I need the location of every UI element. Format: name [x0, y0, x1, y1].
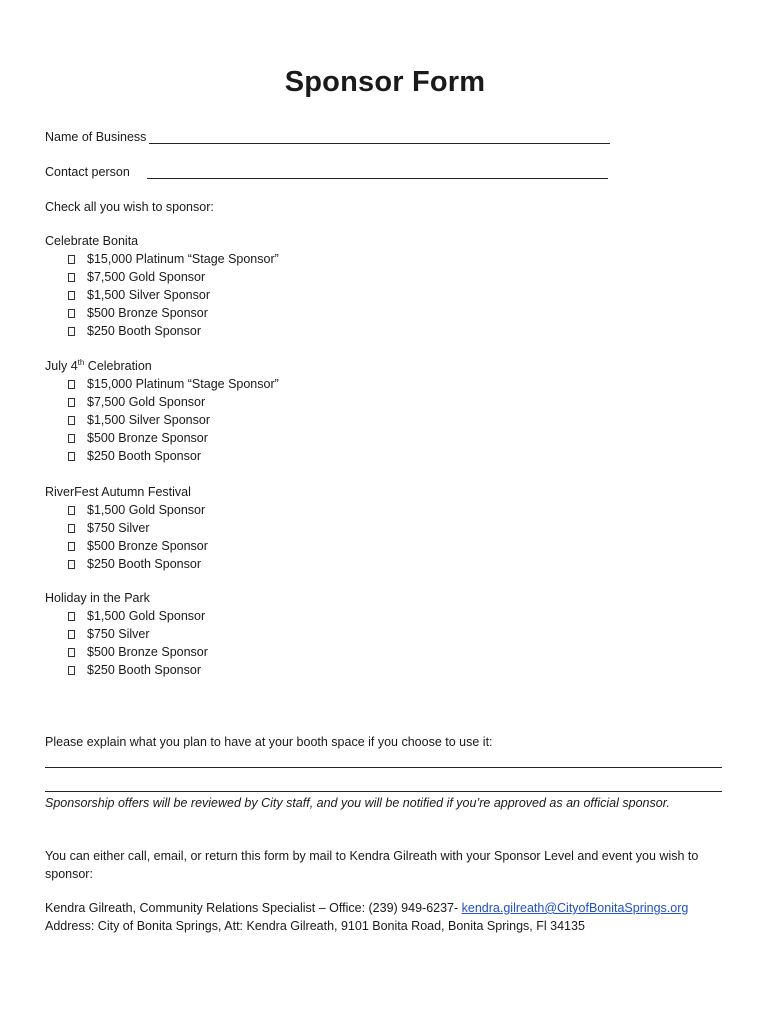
booth-answer-line-2[interactable]	[45, 791, 722, 792]
option-row[interactable]	[68, 556, 201, 572]
option-row[interactable]	[68, 412, 210, 428]
contact-person-field[interactable]	[147, 178, 608, 179]
business-name-label: Name of Business	[45, 130, 147, 144]
contact-person-row	[45, 164, 130, 180]
review-note: Sponsorship offers will be reviewed by City staff, and you will be notified if you’re approved as an official sponsor.	[45, 796, 670, 810]
option-row[interactable]	[68, 430, 208, 446]
checkbox[interactable]	[68, 309, 75, 318]
checkbox[interactable]	[68, 612, 75, 621]
contact-person-label: Contact person	[45, 165, 130, 179]
contact-email-link[interactable]: kendra.gilreath@CityofBonitaSprings.org	[461, 901, 689, 915]
option-label: $750 Silver	[87, 627, 150, 641]
booth-answer-line-1[interactable]	[45, 767, 722, 768]
option-label: $500 Bronze Sponsor	[87, 306, 208, 320]
option-label: $250 Booth Sponsor	[87, 557, 201, 571]
option-row[interactable]	[68, 626, 150, 642]
booth-question: Please explain what you plan to have at your booth space if you choose to use it:	[45, 735, 493, 749]
option-label: $1,500 Gold Sponsor	[87, 609, 206, 623]
checkbox[interactable]	[68, 291, 75, 300]
checkbox[interactable]	[68, 398, 75, 407]
event-heading-celebrate-bonita: Celebrate Bonita	[45, 234, 139, 248]
instruction-text: Check all you wish to sponsor:	[45, 200, 214, 214]
business-name-row	[45, 129, 146, 145]
event-heading-riverfest: RiverFest Autumn Festival	[45, 485, 191, 499]
checkbox[interactable]	[68, 327, 75, 336]
option-label: $500 Bronze Sponsor	[87, 431, 208, 445]
return-instructions-line-2: sponsor:	[45, 867, 93, 881]
checkbox[interactable]	[68, 630, 75, 639]
option-label: $7,500 Gold Sponsor	[87, 395, 206, 409]
checkbox[interactable]	[68, 273, 75, 282]
option-row[interactable]	[68, 287, 210, 303]
contact-info-text: Kendra Gilreath, Community Relations Specialist – Office: (239) 949-6237-	[45, 901, 462, 915]
contact-info	[45, 900, 688, 916]
checkbox[interactable]	[68, 542, 75, 551]
option-label: $250 Booth Sponsor	[87, 324, 201, 338]
option-row[interactable]	[68, 502, 205, 518]
option-row[interactable]	[68, 394, 205, 410]
option-row[interactable]	[68, 305, 208, 321]
checkbox[interactable]	[68, 434, 75, 443]
option-label: $500 Bronze Sponsor	[87, 539, 208, 553]
option-row[interactable]	[68, 662, 201, 678]
checkbox[interactable]	[68, 416, 75, 425]
option-row[interactable]	[68, 538, 208, 554]
checkbox[interactable]	[68, 560, 75, 569]
checkbox[interactable]	[68, 666, 75, 675]
return-instructions-line-1: You can either call, email, or return this form by mail to Kendra Gilreath with your Sponsor Level and event you wish to	[45, 849, 699, 863]
checkbox[interactable]	[68, 255, 75, 264]
mailing-address: Address: City of Bonita Springs, Att: Kendra Gilreath, 9101 Bonita Road, Bonita Springs, Fl 34135	[45, 919, 585, 933]
event-heading-sup: th	[77, 358, 85, 367]
checkbox[interactable]	[68, 506, 75, 515]
event-heading-july-4th	[45, 358, 152, 374]
option-label: $500 Bronze Sponsor	[87, 645, 208, 659]
event-heading-holiday-in-the-park: Holiday in the Park	[45, 591, 150, 605]
option-row[interactable]	[68, 323, 201, 339]
option-label: $15,000 Platinum “Stage Sponsor”	[87, 252, 279, 266]
option-row[interactable]	[68, 608, 205, 624]
business-name-field[interactable]	[149, 143, 610, 144]
option-row[interactable]	[68, 251, 279, 267]
checkbox[interactable]	[68, 524, 75, 533]
option-label: $1,500 Silver Sponsor	[87, 413, 210, 427]
checkbox[interactable]	[68, 648, 75, 657]
checkbox[interactable]	[68, 452, 75, 461]
option-label: $1,500 Silver Sponsor	[87, 288, 210, 302]
option-row[interactable]	[68, 376, 279, 392]
page-title: Sponsor Form	[284, 66, 486, 98]
checkbox[interactable]	[68, 380, 75, 389]
option-label: $250 Booth Sponsor	[87, 449, 201, 463]
option-label: $750 Silver	[87, 521, 150, 535]
option-label: $250 Booth Sponsor	[87, 663, 201, 677]
option-label: $15,000 Platinum “Stage Sponsor”	[87, 377, 279, 391]
option-label: $7,500 Gold Sponsor	[87, 270, 206, 284]
option-row[interactable]	[68, 644, 208, 660]
option-row[interactable]	[68, 520, 150, 536]
event-heading-prefix: July 4	[45, 359, 78, 373]
option-row[interactable]	[68, 269, 205, 285]
option-row[interactable]	[68, 448, 201, 464]
option-label: $1,500 Gold Sponsor	[87, 503, 206, 517]
event-heading-suffix: Celebration	[84, 359, 152, 373]
